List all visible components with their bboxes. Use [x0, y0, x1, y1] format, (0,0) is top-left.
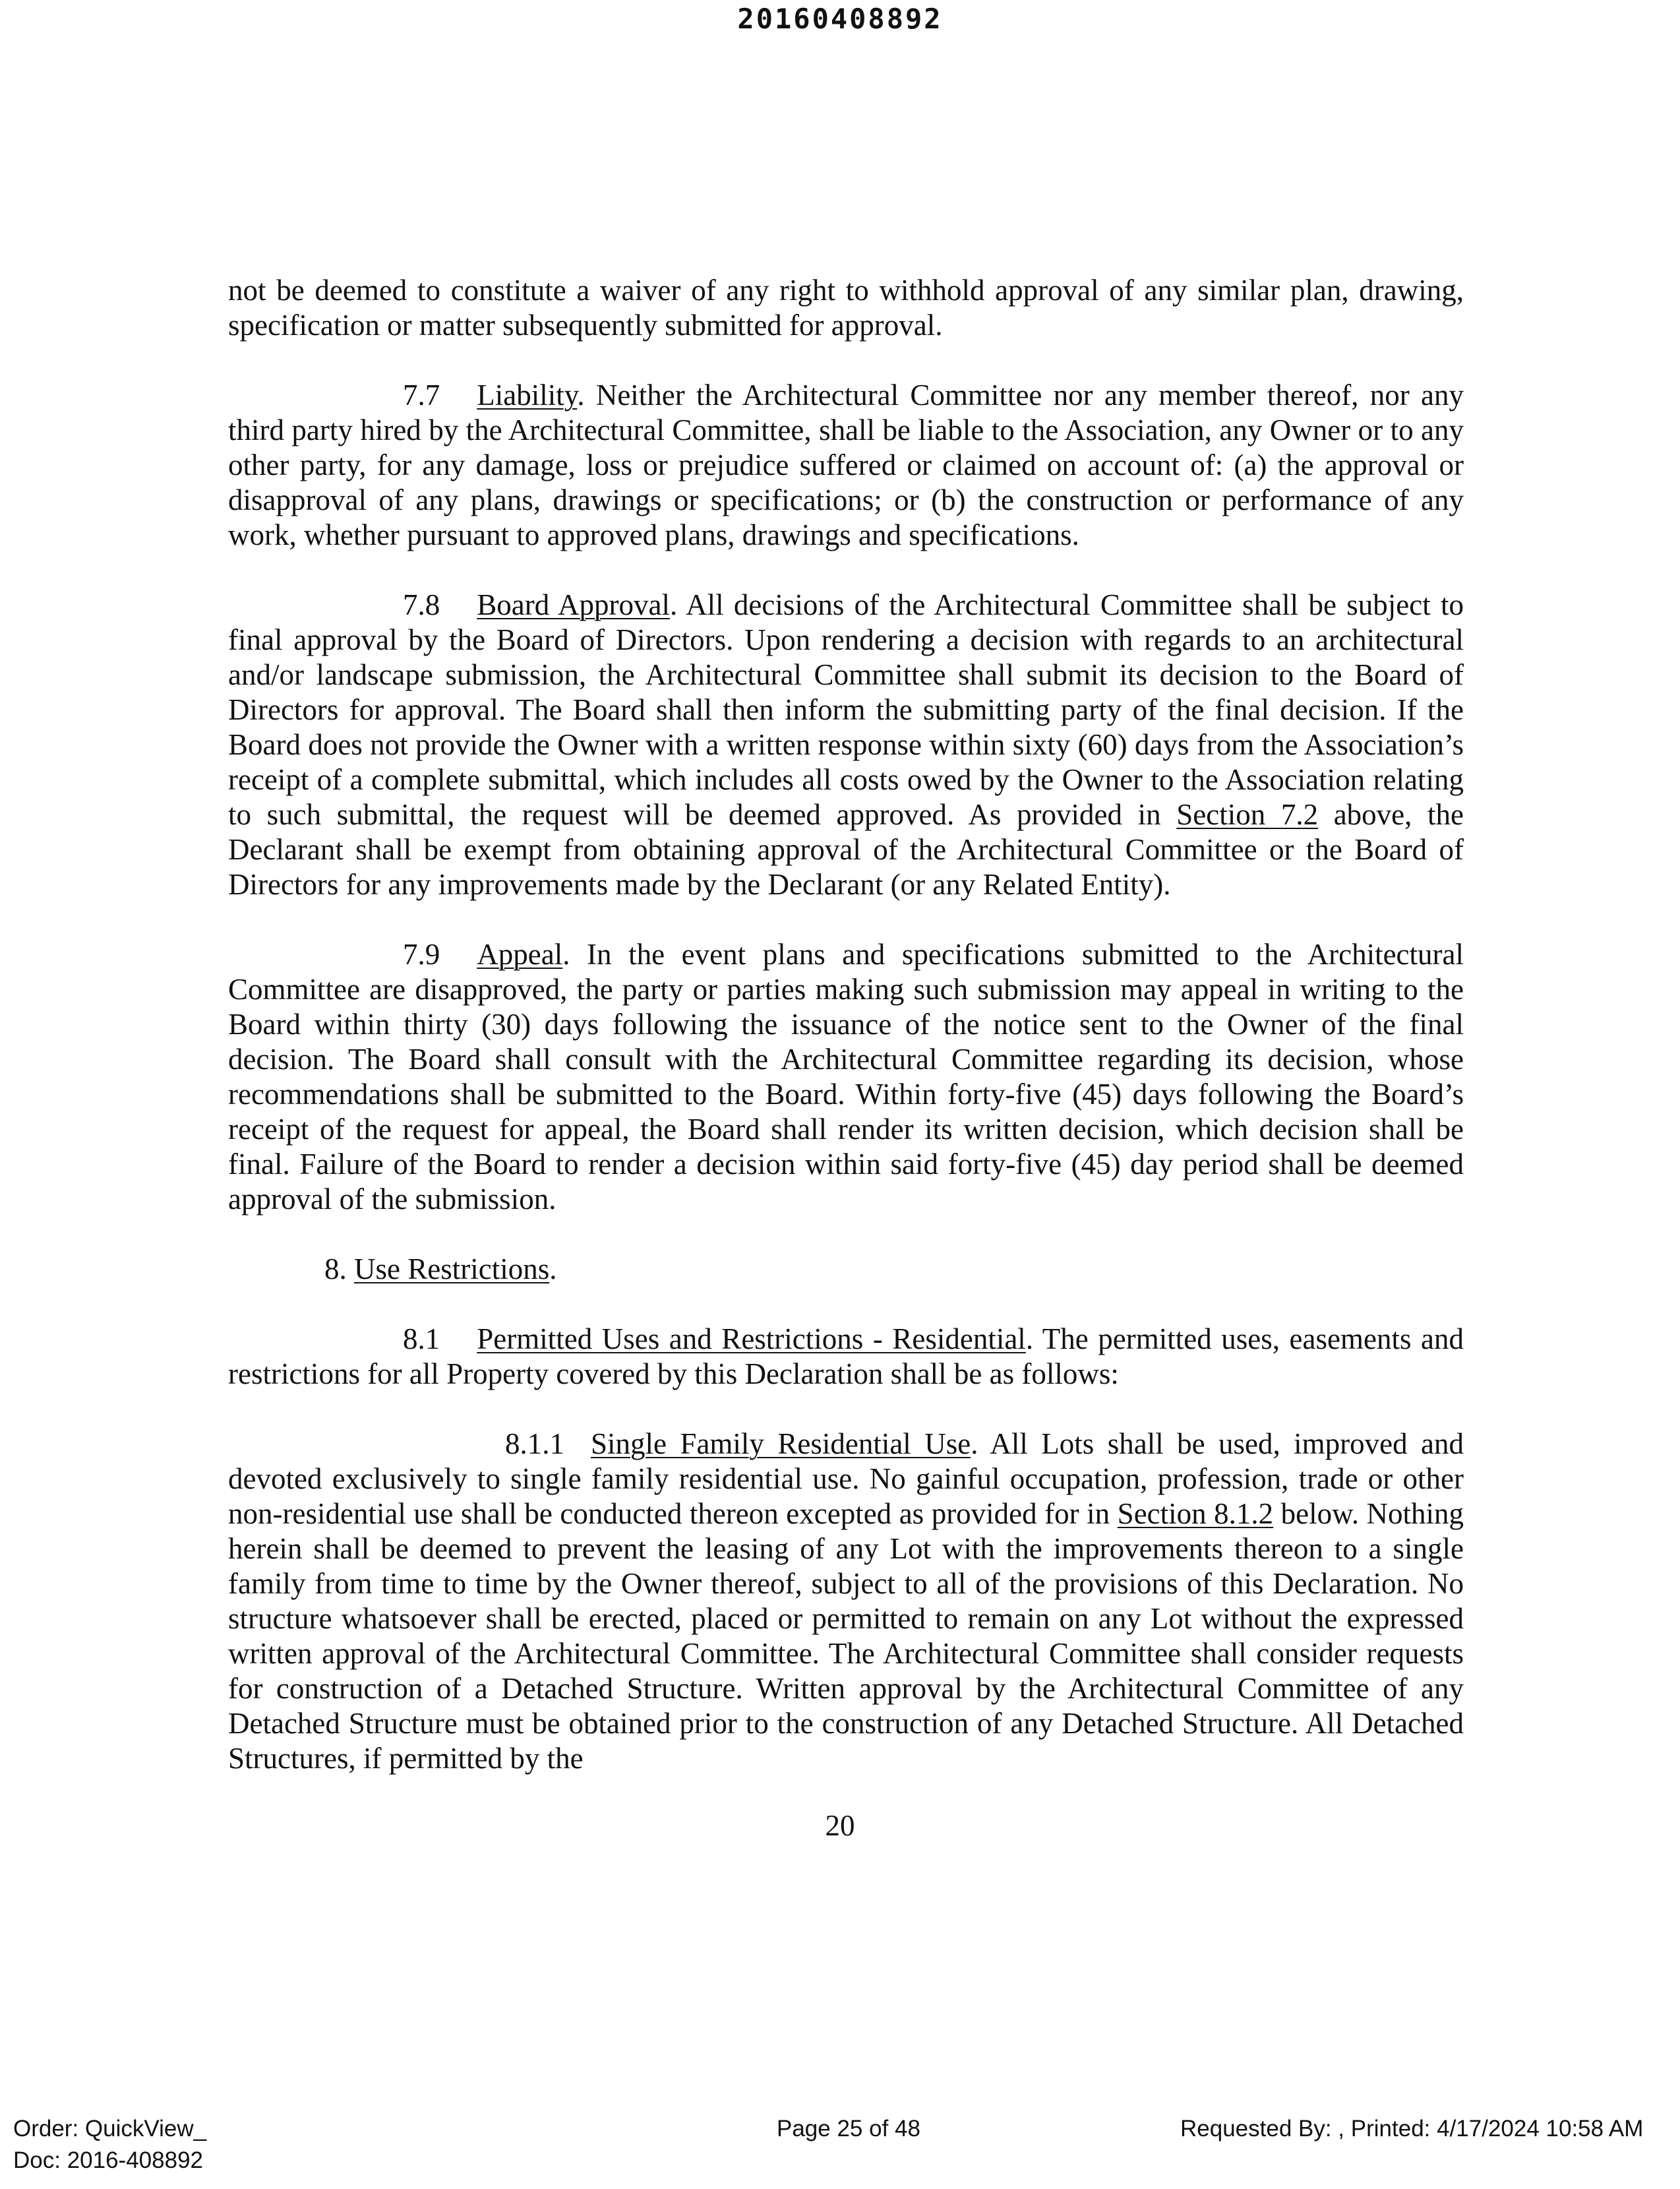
section-reference-link: Section 8.1.2	[1117, 1497, 1274, 1530]
continued-paragraph	[228, 273, 1464, 343]
section-8-1-1	[228, 1427, 1464, 1776]
section-8-1	[228, 1322, 1464, 1392]
section-heading: Liability	[477, 379, 578, 412]
section-text: above, the Declarant shall be exempt from obtaining approval of the Architectural Committee or the Board of Directors for any improvements made by the Declarant (or any Related Entity).	[228, 798, 1464, 901]
section-heading: Single Family Residential Use	[591, 1427, 971, 1460]
section-7-8	[228, 588, 1464, 902]
footer-requested-printed: Requested By: , Printed: 4/17/2024 10:58 AM	[1180, 2116, 1644, 2142]
footer-page-count: Page 25 of 48	[777, 2116, 920, 2142]
paragraph-text: not be deemed to constitute a waiver of any right to withhold approval of any similar plan, drawing, specification or matter subsequently submitted for approval.	[228, 274, 1464, 342]
section-heading: Appeal	[477, 938, 563, 971]
section-text: below. Nothing herein shall be deemed to prevent the leasing of any Lot with the improvements thereon to a single family from time to time by the Owner thereof, subject to all of the provisions of this Declaration. No structure whatsoever shall be erected, placed or permitted to remain on any Lot without the expressed written approval of the Architectural Committee. The Architectural Committee shall consider requests for construction of a Detached Structure. Written approval by the Architectural Committee of any Detached Structure must be obtained prior to the construction of any Detached Structure. All Detached Structures, if permitted by the	[228, 1497, 1464, 1775]
section-text: . The permitted uses, easements and restrictions for all Property covered by this Declaration shall be as follows:	[228, 1322, 1464, 1390]
section-7-9	[228, 937, 1464, 1217]
section-text: . In the event plans and specifications submitted to the Architectural Committee are disapproved, the party or parties making such submission may appeal in writing to the Board within thirty (30) days following the issuance of the notice sent to the Owner of the final decision. The Board shall consult with the Architectural Committee regarding its decision, whose recommendations shall be submitted to the Board. Within forty-five (45) days following the Board’s receipt of the request for appeal, the Board shall render its written decision, which decision shall be final. Failure of the Board to render a decision within said forty-five (45) day period shall be deemed approval of the submission.	[228, 938, 1464, 1216]
footer-doc: Doc: 2016-408892	[13, 2147, 203, 2173]
section-heading: Use Restrictions	[354, 1252, 550, 1285]
section-text: . All Lots shall be used, improved and devoted exclusively to single family residential use. No gainful occupation, profession, trade or other non-residential use shall be conducted thereon excepted as provided for in	[228, 1427, 1464, 1530]
section-number: 7.7	[403, 379, 440, 412]
document-body	[228, 273, 1464, 1811]
section-heading: Permitted Uses and Restrictions - Residential	[477, 1322, 1026, 1355]
section-text: . Neither the Architectural Committee nor any member thereof, nor any third party hired by the Architectural Committee, shall be liable to the Association, any Owner or to any other party, for any damage, loss or prejudice suffered or claimed on account of: (a) the approval or disapproval of any plans, drawings or specifications; or (b) the construction or performance of any work, whether pursuant to approved plans, drawings and specifications.	[228, 379, 1464, 551]
footer-order: Order: QuickView_	[13, 2116, 207, 2142]
heading-period: .	[549, 1252, 557, 1285]
page-number: 20	[825, 1809, 855, 1842]
section-number: 8.1	[403, 1322, 440, 1355]
section-8	[228, 1252, 1464, 1287]
section-number: 7.9	[403, 938, 440, 971]
section-7-7	[228, 378, 1464, 553]
section-number: 8.1.1	[505, 1427, 564, 1460]
recording-number: 20160408892	[737, 3, 943, 35]
section-number: 8.	[324, 1252, 347, 1285]
section-heading: Board Approval	[477, 588, 670, 621]
section-text: . All decisions of the Architectural Committee shall be subject to final approval by the Board of Directors. Upon rendering a decision with regards to an architectural and/or landscape submission, the Architectural Committee shall submit its decision to the Board of Directors for approval. The Board shall then inform the submitting party of the final decision. If the Board does not provide the Owner with a written response within sixty (60) days from the Association’s receipt of a complete submittal, which includes all costs owed by the Owner to the Association relating to such submittal, the request will be deemed approved. As provided in	[228, 588, 1464, 831]
section-reference-link: Section 7.2	[1176, 798, 1319, 831]
section-number: 7.8	[403, 588, 440, 621]
